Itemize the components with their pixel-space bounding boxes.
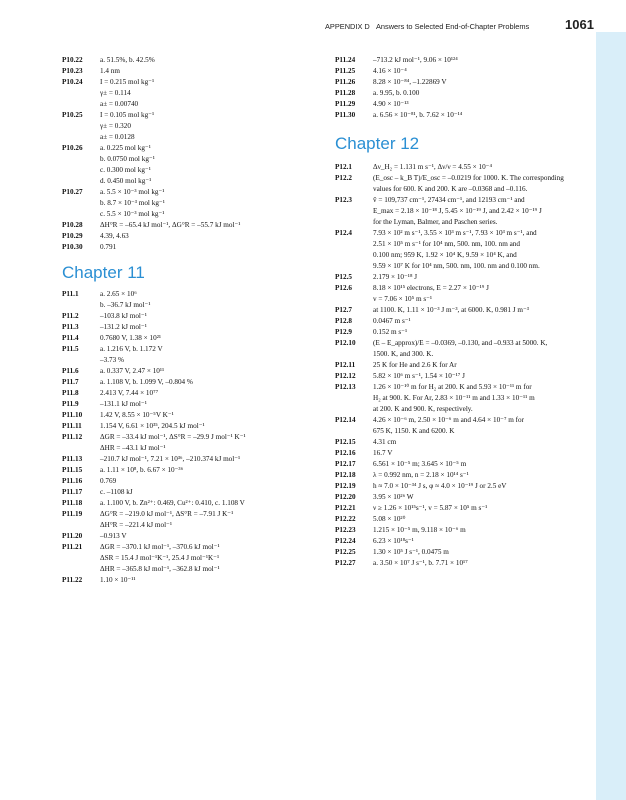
problem-label: P11.25 [335, 67, 356, 75]
answer-lines [373, 305, 603, 316]
answer-text: ΔG°R = –219.0 kJ mol⁻¹, ΔS°R = –7.91 J K⁻¹ [100, 510, 234, 518]
problem-label: P11.26 [335, 78, 356, 86]
answer-row [335, 195, 603, 228]
answer-text: 8.28 × 10⁻⁸⁴, –1.22869 V [373, 78, 447, 86]
answer-text: for the Lyman, Balmer, and Paschen series. [373, 218, 498, 226]
problem-label: P12.27 [335, 559, 356, 567]
problem-label: P11.9 [62, 400, 79, 408]
problem-label: P12.15 [335, 438, 356, 446]
answer-lines [373, 547, 603, 558]
answer-text: b. 0.0750 mol kg⁻¹ [100, 155, 155, 163]
answer-lines [100, 432, 324, 454]
answer-row [62, 242, 324, 253]
header-title: Answers to Selected End-of-Chapter Problems [375, 22, 530, 31]
problem-label: P11.3 [62, 323, 79, 331]
answer-lines [100, 289, 324, 311]
answer-row [335, 492, 603, 503]
answer-text: 4.26 × 10⁻⁶ m, 2.50 × 10⁻⁶ m and 4.64 × 10⁻⁷ m for [373, 416, 525, 424]
answer-text: ΔSR = 15.4 J mol⁻¹K⁻¹, 25.4 J mol⁻¹K⁻¹ [100, 554, 220, 562]
answer-lines [373, 173, 603, 195]
answer-row [335, 66, 603, 77]
problem-label: P11.15 [62, 466, 83, 474]
answers-list-ch11-cont [335, 55, 603, 121]
answer-text: –131.1 kJ mol⁻¹ [100, 400, 147, 408]
answer-lines [373, 66, 603, 77]
answer-lines [373, 55, 603, 66]
answer-text: 675 K, 1150. K and 6200. K [373, 427, 455, 435]
answer-text: 0.152 m s⁻¹ [373, 328, 408, 336]
answer-text: 1.154 V, 6.61 × 10³⁵, 204.5 kJ mol⁻¹ [100, 422, 205, 430]
chapter-12-heading: Chapter 12 [335, 134, 420, 153]
answer-text: (E – E_approx)/E = –0.0369, –0.130, and –0.933 at 5000. K, [373, 339, 548, 347]
page-header [325, 17, 594, 32]
answer-text: –131.2 kJ mol⁻¹ [100, 323, 147, 331]
answer-text: 4.16 × 10⁻⁴ [373, 67, 407, 75]
answer-lines [373, 503, 603, 514]
answer-lines [373, 470, 603, 481]
problem-label: P12.25 [335, 548, 356, 556]
answer-row [62, 465, 324, 476]
answer-text: Δν_H₂ = 1.131 m s⁻¹, Δν/ν = 4.55 × 10⁻⁴ [373, 163, 492, 171]
answer-text: a. 0.225 mol kg⁻¹ [100, 144, 151, 152]
answer-text: 2.413 V, 7.44 × 10⁷⁷ [100, 389, 159, 397]
answer-row [62, 220, 324, 231]
answer-lines [373, 327, 603, 338]
answer-text: 7.93 × 10² m s⁻¹, 3.55 × 10³ m s⁻¹, 7.93 × 10³ m s⁻¹, and [373, 229, 537, 237]
answer-row [62, 476, 324, 487]
answer-lines [373, 99, 603, 110]
problem-label: P11.22 [62, 576, 83, 584]
answer-text: 1.215 × 10⁻⁵ m, 9.118 × 10⁻⁶ m [373, 526, 466, 534]
appendix-label: APPENDIX D [325, 22, 370, 31]
problem-label: P12.16 [335, 449, 356, 457]
answer-row [335, 360, 603, 371]
answer-lines [373, 459, 603, 470]
answer-row [62, 421, 324, 432]
problem-label: P11.5 [62, 345, 79, 353]
answer-row [62, 231, 324, 242]
problem-label: P11.29 [335, 100, 356, 108]
right-column [335, 55, 603, 569]
answer-text: b. –36.7 kJ mol⁻¹ [100, 301, 151, 309]
answer-row [62, 454, 324, 465]
answer-lines [100, 322, 324, 333]
answer-row [62, 487, 324, 498]
answer-text: ΔGR = –370.1 kJ mol⁻¹, –370.6 kJ mol⁻¹ [100, 543, 220, 551]
answer-lines [373, 77, 603, 88]
problem-label: P12.17 [335, 460, 356, 468]
answer-text: 5.08 × 10²⁰ [373, 515, 406, 523]
answer-text: ν ≥ 1.26 × 10¹⁵s⁻¹, v = 5.87 × 10⁵ m s⁻¹ [373, 504, 488, 512]
answer-lines [100, 487, 324, 498]
answer-lines [373, 316, 603, 327]
answer-row [335, 371, 603, 382]
answer-text: I = 0.215 mol kg⁻¹ [100, 78, 155, 86]
answer-text: ΔH°R = –221.4 kJ mol⁻¹ [100, 521, 173, 529]
answer-text: 0.7680 V, 1.38 × 10²¹ [100, 334, 162, 342]
answer-row [62, 366, 324, 377]
answer-text: γ± = 0.320 [100, 122, 131, 130]
problem-label: P12.24 [335, 537, 356, 545]
problem-label: P11.2 [62, 312, 79, 320]
answer-text: v = 7.06 × 10⁵ m s⁻¹ [373, 295, 433, 303]
answer-lines [373, 283, 603, 305]
problem-label: P12.13 [335, 383, 356, 391]
answer-row [335, 283, 603, 305]
answer-row [335, 558, 603, 569]
answer-lines [373, 558, 603, 569]
answer-lines [373, 525, 603, 536]
answer-text: –103.8 kJ mol⁻¹ [100, 312, 147, 320]
answer-lines [373, 492, 603, 503]
answer-lines [100, 311, 324, 322]
problem-label: P11.21 [62, 543, 83, 551]
answer-lines [100, 542, 324, 575]
answer-text: 2.179 × 10⁻¹⁸ J [373, 273, 418, 281]
chapter-11-heading: Chapter 11 [62, 263, 145, 282]
answer-row [335, 228, 603, 272]
answer-row [62, 66, 324, 77]
answer-lines [373, 110, 603, 121]
answer-text: –210.7 kJ mol⁻¹, 7.21 × 10³⁶, –210.374 kJ mol⁻¹ [100, 455, 241, 463]
answer-text: 4.31 cm [373, 438, 397, 446]
answer-text: 4.39, 4.63 [100, 232, 129, 240]
answer-text: a. 5.5 × 10⁻³ mol kg⁻¹ [100, 188, 165, 196]
answer-text: a. 1.108 V, b. 1.099 V, –0.804 % [100, 378, 193, 386]
answer-text: E_max = 2.18 × 10⁻¹⁸ J, 5.45 × 10⁻¹⁹ J, and 2.42 × 10⁻¹⁹ J [373, 207, 542, 215]
answer-row [335, 305, 603, 316]
answer-text: a. 1.216 V, b. 1.172 V [100, 345, 163, 353]
answer-row [335, 55, 603, 66]
answer-row [335, 415, 603, 437]
answer-row [335, 88, 603, 99]
answer-row [62, 388, 324, 399]
answer-lines [100, 143, 324, 187]
answer-lines [100, 77, 324, 110]
problem-label: P12.1 [335, 163, 352, 171]
left-column [62, 55, 324, 586]
problem-label: P10.26 [62, 144, 83, 152]
answer-text: 0.769 [100, 477, 117, 485]
answer-lines [100, 476, 324, 487]
problem-label: P11.4 [62, 334, 79, 342]
problem-label: P12.6 [335, 284, 352, 292]
problem-label: P10.24 [62, 78, 83, 86]
answer-text: a± = 0.00740 [100, 100, 139, 108]
answer-row [335, 481, 603, 492]
answer-lines [100, 231, 324, 242]
answer-text: 9.59 × 10⁷ K for 10⁴ nm, 500. nm, 100. nm and 0.100 nm. [373, 262, 540, 270]
answer-lines [100, 509, 324, 531]
answer-row [335, 272, 603, 283]
answer-row [335, 459, 603, 470]
answer-lines [373, 228, 603, 272]
answer-text: λ = 0.992 nm, n = 2.18 × 10¹⁴ s⁻¹ [373, 471, 469, 479]
answer-text: –3.73 % [100, 356, 124, 364]
problem-label: P12.8 [335, 317, 352, 325]
answer-text: 5.82 × 10⁶ m s⁻¹, 1.54 × 10⁻¹⁷ J [373, 372, 465, 380]
answer-lines [373, 415, 603, 437]
answer-row [335, 547, 603, 558]
problem-label: P10.25 [62, 111, 83, 119]
answer-row [62, 399, 324, 410]
problem-label: P10.22 [62, 56, 83, 64]
answer-text: ΔGR = –33.4 kJ mol⁻¹, ΔS°R = –29.9 J mol⁻¹ K⁻¹ [100, 433, 246, 441]
answer-text: b. 8.7 × 10⁻³ mol kg⁻¹ [100, 199, 165, 207]
answer-row [62, 344, 324, 366]
answer-row [335, 514, 603, 525]
problem-label: P12.10 [335, 339, 356, 347]
answer-text: (E_osc – k_B T)/E_osc = –0.0219 for 1000. K. The corresponding [373, 174, 564, 182]
answer-lines [100, 242, 324, 253]
answer-text: 4.90 × 10⁻¹³ [373, 100, 409, 108]
answer-lines [100, 187, 324, 220]
answer-row [62, 55, 324, 66]
answer-text: a. 3.50 × 10⁷ J s⁻¹, b. 7.71 × 10¹⁷ [373, 559, 468, 567]
answer-lines [373, 162, 603, 173]
problem-label: P12.11 [335, 361, 356, 369]
answer-text: 8.18 × 10¹⁵ electrons, E = 2.27 × 10⁻¹⁹ J [373, 284, 489, 292]
answers-list-ch11 [62, 289, 324, 586]
answer-row [62, 432, 324, 454]
answer-row [335, 162, 603, 173]
answer-row [335, 77, 603, 88]
answer-row [335, 99, 603, 110]
answer-text: 6.561 × 10⁻⁵ m; 3.645 × 10⁻⁵ m [373, 460, 467, 468]
problem-label: P11.20 [62, 532, 83, 540]
answer-text: 3.95 × 10²⁶ W [373, 493, 414, 501]
answer-text: c. 5.5 × 10⁻³ mol kg⁻¹ [100, 210, 165, 218]
answer-text: 2.51 × 10⁵ m s⁻¹ for 10⁴ nm, 500. nm, 100. nm and [373, 240, 520, 248]
answer-text: 1.26 × 10⁻¹⁰ m for H₂ at 200. K and 5.93 × 10⁻¹¹ m for [373, 383, 532, 391]
answer-lines [373, 371, 603, 382]
answer-text: 0.100 nm; 959 K, 1.92 × 10⁴ K, 9.59 × 10⁴ K, and [373, 251, 517, 259]
problem-label: P12.4 [335, 229, 352, 237]
answer-lines [373, 360, 603, 371]
answer-text: at 1100. K, 1.11 × 10⁻³ J m⁻³, at 6000. K, 0.981 J m⁻³ [373, 306, 529, 314]
answer-lines [100, 399, 324, 410]
problem-label: P11.10 [62, 411, 83, 419]
answer-lines [100, 454, 324, 465]
answer-row [62, 187, 324, 220]
answer-row [62, 509, 324, 531]
answer-text: a. 1.100 V, b. Zn²⁺: 0.469, Cu²⁺: 0.410, c. 1.108 V [100, 499, 245, 507]
answers-list-ch10 [62, 55, 324, 253]
answer-lines [100, 377, 324, 388]
problem-label: P11.18 [62, 499, 83, 507]
answer-text: –0.913 V [100, 532, 127, 540]
answer-text: ΔHR = –43.1 kJ mol⁻¹ [100, 444, 166, 452]
answer-row [335, 470, 603, 481]
answer-text: a± = 0.0128 [100, 133, 135, 141]
problem-label: P11.19 [62, 510, 83, 518]
problem-label: P12.19 [335, 482, 356, 490]
problem-label: P12.3 [335, 196, 352, 204]
problem-label: P11.7 [62, 378, 79, 386]
answer-text: ΔH°R = –65.4 kJ mol⁻¹, ΔG°R = –55.7 kJ mol⁻¹ [100, 221, 241, 229]
problem-label: P12.9 [335, 328, 352, 336]
answer-text: a. 0.337 V, 2.47 × 10¹¹ [100, 367, 165, 375]
answer-lines [100, 366, 324, 377]
problem-label: P11.17 [62, 488, 83, 496]
answer-text: γ± = 0.114 [100, 89, 131, 97]
answer-text: 1.10 × 10⁻¹¹ [100, 576, 136, 584]
problem-label: P11.11 [62, 422, 82, 430]
answer-text: 16.7 V [373, 449, 393, 457]
answer-lines [100, 66, 324, 77]
answer-lines [100, 498, 324, 509]
answer-row [62, 377, 324, 388]
problem-label: P12.18 [335, 471, 356, 479]
answer-lines [373, 272, 603, 283]
answer-lines [100, 465, 324, 476]
problem-label: P12.21 [335, 504, 356, 512]
answer-row [62, 410, 324, 421]
problem-label: P12.20 [335, 493, 356, 501]
answer-text: ΔHR = –365.8 kJ mol⁻¹, –362.8 kJ mol⁻¹ [100, 565, 220, 573]
problem-label: P12.12 [335, 372, 356, 380]
answer-text: c. –1108 kJ [100, 488, 133, 496]
answer-row [62, 322, 324, 333]
problem-label: P11.28 [335, 89, 356, 97]
problem-label: P11.24 [335, 56, 356, 64]
answer-lines [373, 448, 603, 459]
answer-text: 25 K for He and 2.6 K for Ar [373, 361, 457, 369]
answer-row [62, 498, 324, 509]
answer-lines [373, 195, 603, 228]
problem-label: P12.7 [335, 306, 352, 314]
answer-lines [100, 388, 324, 399]
answer-row [62, 575, 324, 586]
answer-row [62, 311, 324, 322]
problem-label: P12.14 [335, 416, 356, 424]
answer-row [335, 525, 603, 536]
problem-label: P11.30 [335, 111, 356, 119]
answer-row [335, 173, 603, 195]
answer-lines [100, 575, 324, 586]
problem-label: P12.5 [335, 273, 352, 281]
answer-text: a. 6.56 × 10⁻⁸¹, b. 7.62 × 10⁻¹⁴ [373, 111, 463, 119]
problem-label: P10.28 [62, 221, 83, 229]
answer-lines [373, 481, 603, 492]
answer-row [335, 448, 603, 459]
problem-label: P10.27 [62, 188, 83, 196]
answer-lines [373, 514, 603, 525]
answer-text: 1.42 V, 8.55 × 10⁻⁵V K⁻¹ [100, 411, 174, 419]
answer-lines [373, 536, 603, 547]
answer-lines [373, 338, 603, 360]
answer-text: 0.791 [100, 243, 117, 251]
problem-label: P12.23 [335, 526, 356, 534]
answer-text: I = 0.105 mol kg⁻¹ [100, 111, 155, 119]
answer-text: a. 9.95, b. 0.100 [373, 89, 420, 97]
answer-lines [373, 382, 603, 415]
answer-lines [100, 344, 324, 366]
problem-label: P12.22 [335, 515, 356, 523]
answers-list-ch12 [335, 162, 603, 569]
answer-row [335, 110, 603, 121]
answer-lines [100, 220, 324, 231]
answer-text: ṽ = 109,737 cm⁻¹, 27434 cm⁻¹, and 12193 cm⁻¹ and [373, 196, 525, 204]
answer-row [62, 531, 324, 542]
answer-text: h ≈ 7.0 × 10⁻³⁴ J s, φ ≈ 4.0 × 10⁻¹⁹ J or 2.5 eV [373, 482, 507, 490]
answer-lines [100, 421, 324, 432]
answer-lines [100, 110, 324, 143]
answer-text: d. 0.450 mol kg⁻¹ [100, 177, 152, 185]
answer-text: a. 2.65 × 10⁶ [100, 290, 137, 298]
answer-text: a. 1.11 × 10⁸, b. 6.67 × 10⁻³⁶ [100, 466, 184, 474]
answer-row [335, 437, 603, 448]
problem-label: P10.23 [62, 67, 83, 75]
answer-lines [373, 437, 603, 448]
answer-text: 0.0467 m s⁻¹ [373, 317, 411, 325]
answer-lines [100, 531, 324, 542]
answer-lines [100, 55, 324, 66]
answer-row [335, 536, 603, 547]
answer-text: 1500. K, and 300. K. [373, 350, 434, 358]
answer-row [62, 333, 324, 344]
problem-label: P12.2 [335, 174, 352, 182]
problem-label: P11.12 [62, 433, 83, 441]
problem-label: P11.6 [62, 367, 79, 375]
answer-row [335, 338, 603, 360]
answer-text: H₂ at 900. K. For Ar, 2.83 × 10⁻¹¹ m and 1.33 × 10⁻¹¹ m [373, 394, 535, 402]
answer-text: values for 600. K and 200. K are –0.0368 and –0.116. [373, 185, 528, 193]
answer-row [335, 503, 603, 514]
answer-row [335, 382, 603, 415]
problem-label: P11.8 [62, 389, 79, 397]
page-number: 1061 [565, 17, 594, 32]
answer-row [335, 316, 603, 327]
answer-text: at 200. K and 900. K, respectively. [373, 405, 473, 413]
problem-label: P10.30 [62, 243, 83, 251]
answer-row [62, 542, 324, 575]
answer-row [335, 327, 603, 338]
answer-text: a. 51.5%, b. 42.5% [100, 56, 155, 64]
answer-text: –713.2 kJ mol⁻¹, 9.06 × 10¹²⁴ [373, 56, 458, 64]
answer-text: c. 0.300 mol kg⁻¹ [100, 166, 151, 174]
answer-row [62, 289, 324, 311]
answer-lines [373, 88, 603, 99]
problem-label: P10.29 [62, 232, 83, 240]
answer-row [62, 110, 324, 143]
problem-label: P11.16 [62, 477, 83, 485]
answer-lines [100, 410, 324, 421]
problem-label: P11.13 [62, 455, 83, 463]
answer-text: 6.23 × 10¹⁸s⁻¹ [373, 537, 414, 545]
answer-row [62, 77, 324, 110]
answer-text: 1.4 nm [100, 67, 120, 75]
answer-row [62, 143, 324, 187]
problem-label: P11.1 [62, 290, 79, 298]
answer-lines [100, 333, 324, 344]
answer-text: 1.30 × 10⁵ J s⁻¹, 0.0475 m [373, 548, 449, 556]
